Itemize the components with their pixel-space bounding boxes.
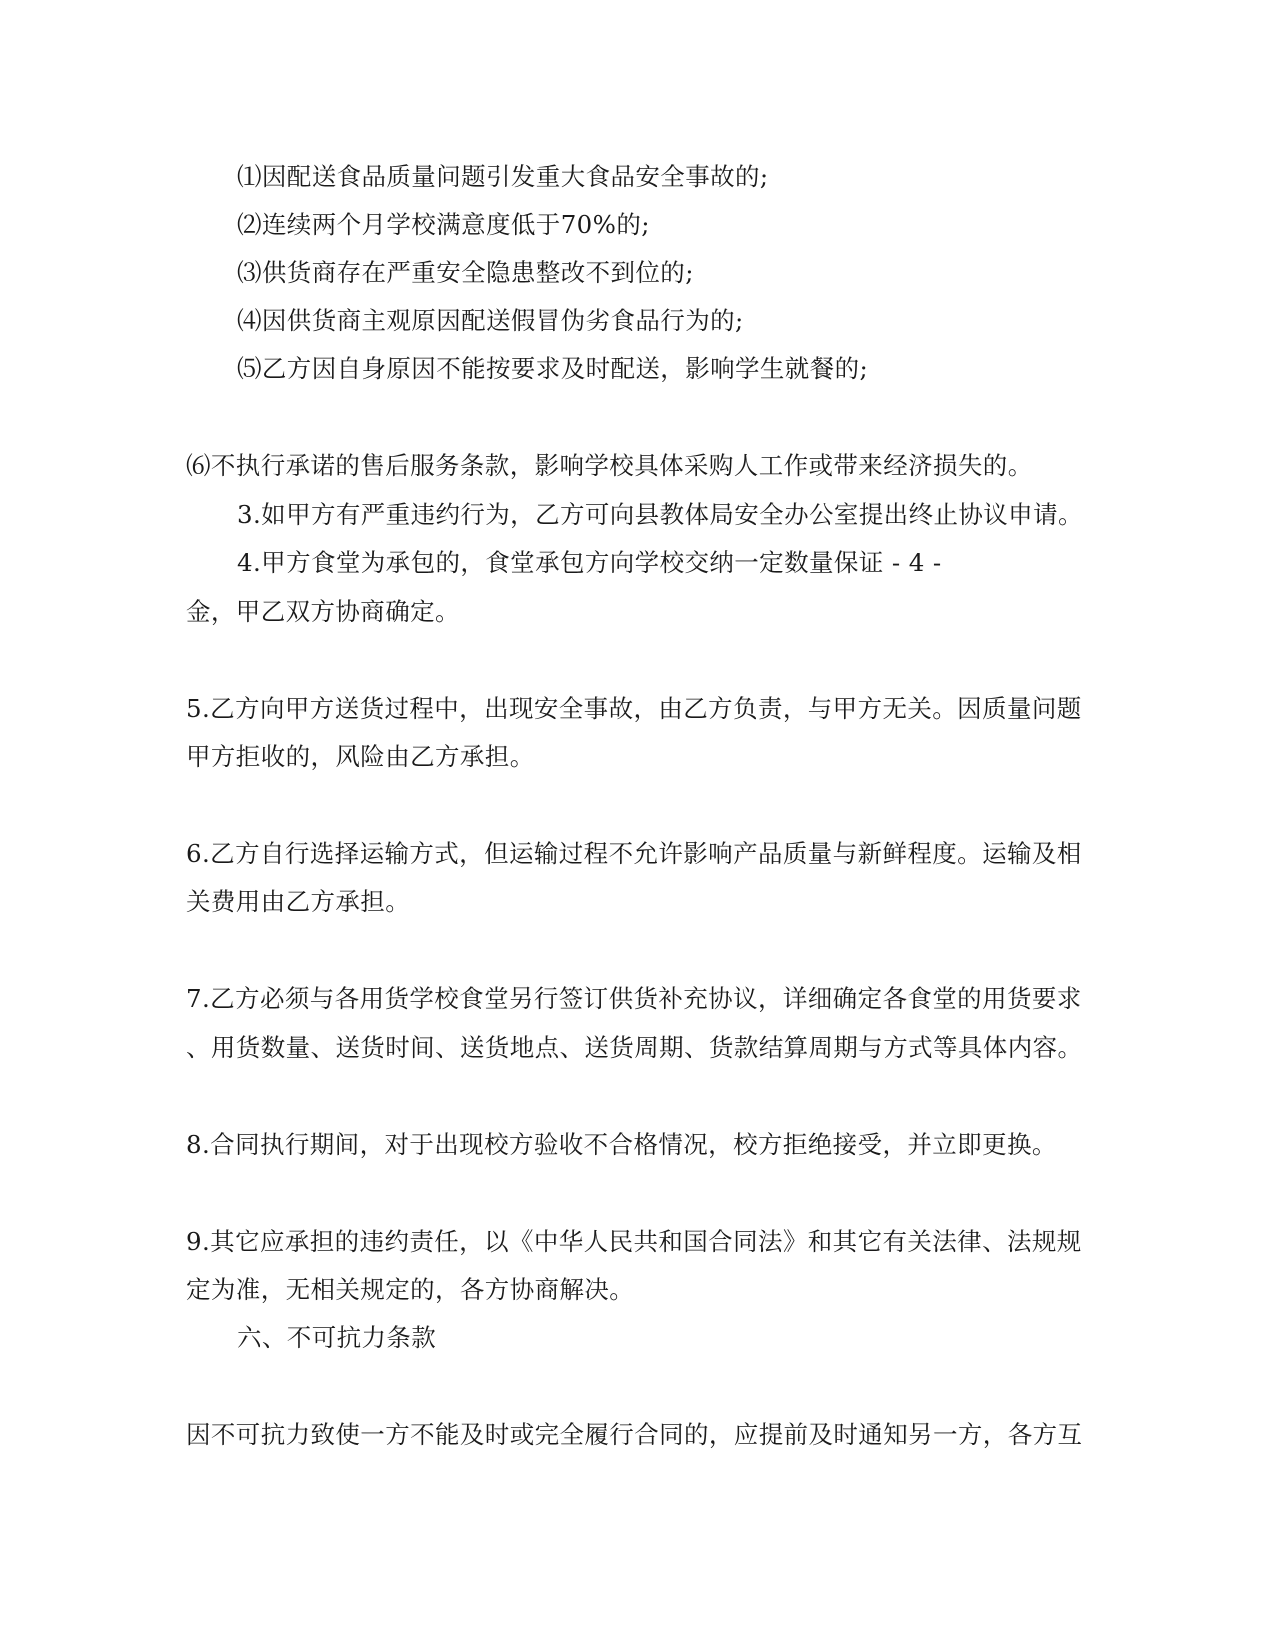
clause-item-1: ⑴因配送食品质量问题引发重大食品安全事故的; — [237, 162, 769, 191]
force-majeure-line-1: 因不可抗力致使一方不能及时或完全履行合同的，应提前及时通知另一方，各方互 — [186, 1420, 1083, 1449]
clause-item-3: ⑶供货商存在严重安全隐患整改不到位的; — [237, 258, 694, 287]
clause-4-line-1: 4.甲方食堂为承包的，食堂承包方向学校交纳一定数量保证 - 4 - — [237, 548, 942, 577]
clause-6-line-2: 关费用由乙方承担。 — [186, 887, 411, 916]
clause-item-4: ⑷因供货商主观原因配送假冒伪劣食品行为的; — [237, 306, 744, 335]
clause-5-line-2: 甲方拒收的，风险由乙方承担。 — [186, 742, 535, 771]
clause-5-line-1: 5.乙方向甲方送货过程中，出现安全事故，由乙方负责，与甲方无关。因质量问题 — [186, 694, 1082, 723]
clause-7-line-2: 、用货数量、送货时间、送货地点、送货周期、货款结算周期与方式等具体内容。 — [186, 1033, 1083, 1062]
clause-8: 8.合同执行期间，对于出现校方验收不合格情况，校方拒绝接受，并立即更换。 — [186, 1130, 1057, 1159]
clause-item-2: ⑵连续两个月学校满意度低于70%的; — [237, 210, 650, 239]
clause-9-line-1: 9.其它应承担的违约责任，以《中华人民共和国合同法》和其它有关法律、法规规 — [186, 1227, 1082, 1256]
clause-9-line-2: 定为准，无相关规定的，各方协商解决。 — [186, 1275, 635, 1304]
clause-6-line-1: 6.乙方自行选择运输方式，但运输过程不允许影响产品质量与新鲜程度。运输及相 — [186, 839, 1082, 868]
section-heading: 六、不可抗力条款 — [237, 1323, 437, 1352]
clause-4-line-2: 金，甲乙双方协商确定。 — [186, 597, 460, 626]
clause-item-6: ⑹不执行承诺的售后服务条款，影响学校具体采购人工作或带来经济损失的。 — [186, 451, 1033, 480]
clause-item-5: ⑸乙方因自身原因不能按要求及时配送，影响学生就餐的; — [237, 354, 869, 383]
clause-3: 3.如甲方有严重违约行为，乙方可向县教体局安全办公室提出终止协议申请。 — [237, 500, 1083, 529]
clause-7-line-1: 7.乙方必须与各用货学校食堂另行签订供货补充协议，详细确定各食堂的用货要求 — [186, 984, 1082, 1013]
